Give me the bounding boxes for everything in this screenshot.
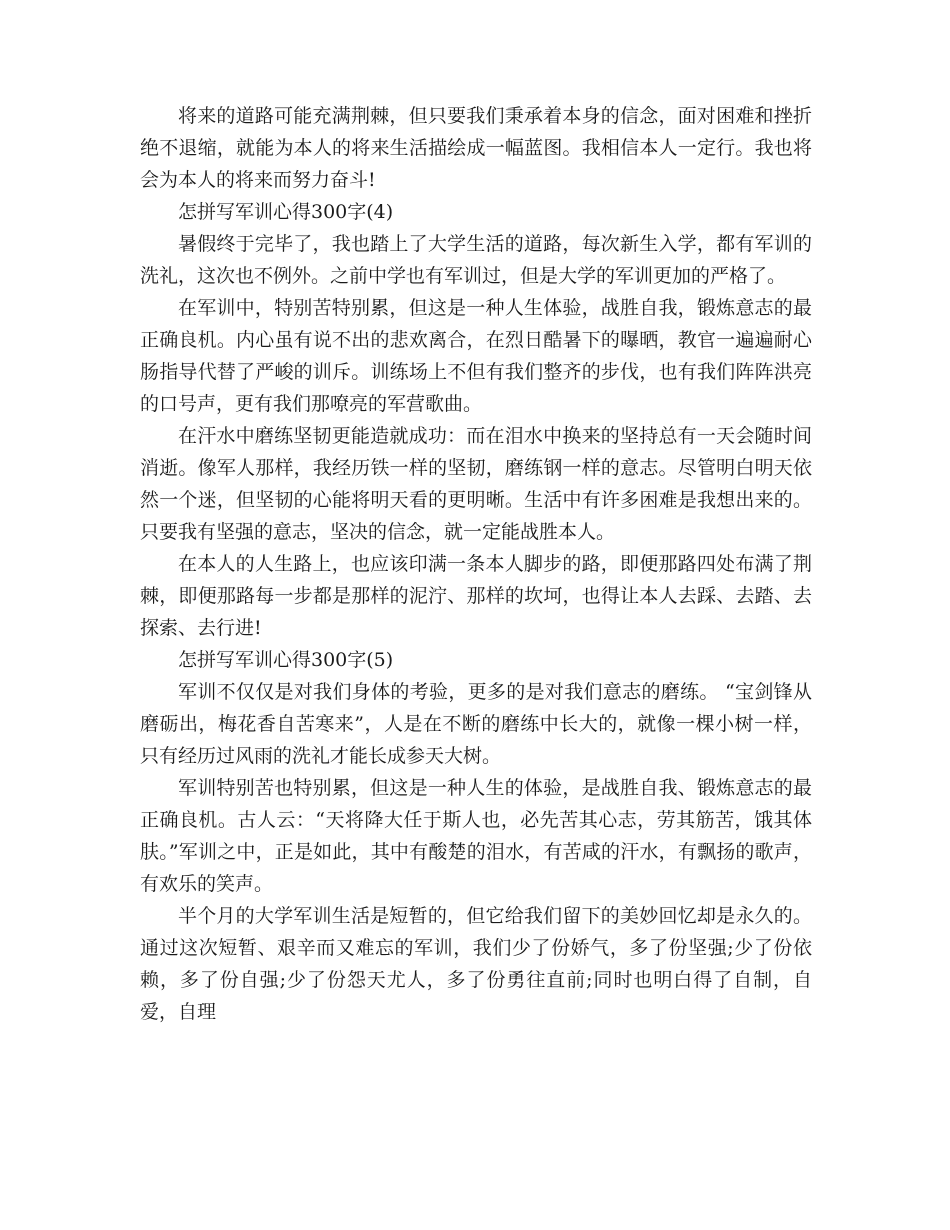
paragraph-summer-end: 暑假终于完毕了，我也踏上了大学生活的道路，每次新生入学，都有军训的洗礼，这次也不例外。之前中学也有军训过，但是大学的军训更加的严格了。: [140, 233, 812, 287]
document-body: [140, 100, 812, 1028]
paragraph-sweat-tears: 在汗水中磨练坚韧更能造就成功：而在泪水中换来的坚持总有一天会随时间消逝。像军人那样，我经历铁一样的坚韧，磨练钢一样的意志。尽管明白明天依然一个迷，但坚韧的心能将明天看的更明晰。生活中有许多困难是我想出来的。只要我有坚强的意志，坚决的信念，就一定能战胜本人。: [140, 425, 812, 543]
paragraph-test-of-will: 军训不仅仅是对我们身体的考验，更多的是对我们意志的磨练。 “宝剑锋从磨砺出，梅花香自苦寒来”，人是在不断的磨练中长大的，就像一棵小树一样，只有经历过风雨的洗礼才能长成参天大树。: [140, 681, 812, 767]
paragraph-ancient-saying: 军训特别苦也特别累，但这是一种人生的体验，是战胜自我、锻炼意志的最正确良机。古人云：“天将降大任于斯人也，必先苦其心志，劳其筋苦，饿其体肤。”军训之中，正是如此，其中有酸楚的泪水，有苦咸的汗水，有飘扬的歌声，有欢乐的笑声。: [140, 777, 812, 895]
paragraph-intro-conclusion: 将来的道路可能充满荆棘，但只要我们秉承着本身的信念，面对困难和挫折绝不退缩，就能为本人的将来生活描绘成一幅蓝图。我相信本人一定行。我也将会为本人的将来而努力奋斗!: [140, 105, 812, 191]
paragraph-life-road: 在本人的人生路上，也应该印满一条本人脚步的路，即便那路四处布满了荆棘，即便那路每一步都是那样的泥泞、那样的坎坷，也得让本人去踩、去踏、去探索、去行进!: [140, 553, 812, 639]
paragraph-training-hardship: 在军训中，特别苦特别累，但这是一种人生体验，战胜自我，锻炼意志的最正确良机。内心虽有说不出的悲欢离合，在烈日酷暑下的曝晒，教官一遍遍耐心肠指导代替了严峻的训斥。训练场上不但有我们整齐的步伐，也有我们阵阵洪亮的口号声，更有我们那嘹亮的军营歌曲。: [140, 297, 812, 415]
section-heading-5: 怎拼写军训心得300字(5): [178, 649, 394, 671]
section-heading-4: 怎拼写军训心得300字(4): [178, 201, 394, 223]
paragraph-half-month: 半个月的大学军训生活是短暂的，但它给我们留下的美妙回忆却是永久的。通过这次短暂、艰辛而又难忘的军训，我们少了份娇气，多了份坚强;少了份依赖，多了份自强;少了份怨天尤人，多了份勇往直前;同时也明白得了自制，自爱，自理: [140, 905, 812, 1023]
